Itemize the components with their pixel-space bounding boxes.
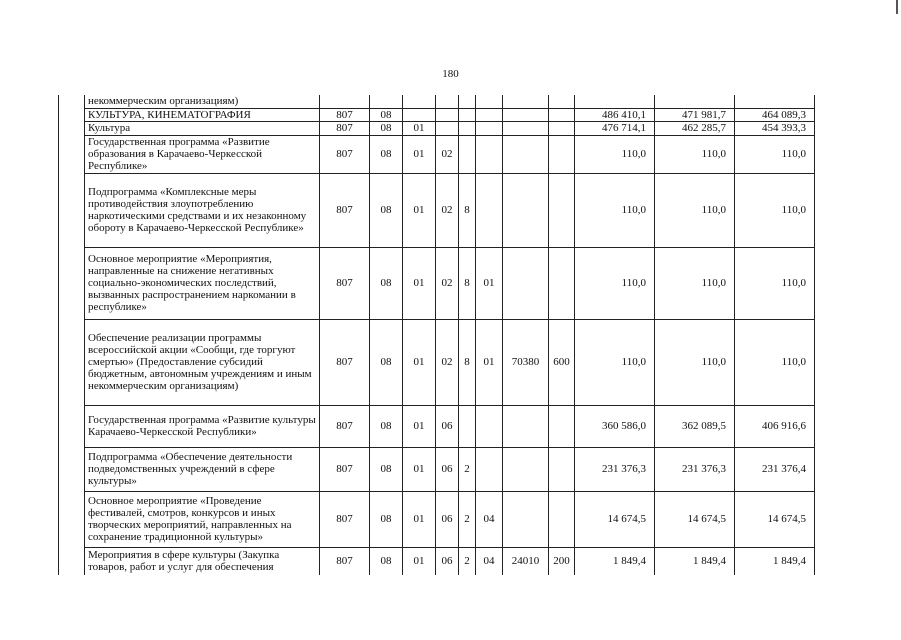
row-name-cell: Мероприятия в сфере культуры (Закупка товаров, работ и услуг для обеспечения bbox=[85, 547, 320, 575]
row-code-cell: 807 bbox=[320, 319, 370, 405]
table-row bbox=[59, 95, 815, 108]
table-row bbox=[59, 173, 815, 247]
row-margin-cell bbox=[59, 319, 85, 405]
row-amount-cell: 462 285,7 bbox=[655, 121, 735, 135]
row-name-cell: Подпрограмма «Комплексные меры противодействия злоупотреблению наркотическими средствами и их незаконному обороту в Карачаево-Черкесской Республике» bbox=[85, 173, 320, 247]
row-code-cell: 2 bbox=[459, 447, 476, 491]
row-amount-cell: 110,0 bbox=[575, 247, 655, 319]
row-code-cell bbox=[549, 173, 575, 247]
row-code-cell bbox=[436, 108, 459, 121]
scan-edge-mark bbox=[896, 0, 898, 14]
row-name-cell: Культура bbox=[85, 121, 320, 135]
row-name-cell: Основное мероприятие «Проведение фестивалей, смотров, конкурсов и иных творческих мероприятий, направленных на сохранение традиционной культуры» bbox=[85, 491, 320, 547]
row-amount-cell: 110,0 bbox=[735, 319, 815, 405]
row-code-cell bbox=[503, 135, 549, 173]
row-code-cell: 06 bbox=[436, 491, 459, 547]
row-code-cell: 08 bbox=[370, 173, 403, 247]
row-code-cell: 807 bbox=[320, 108, 370, 121]
row-code-cell: 04 bbox=[476, 547, 503, 575]
row-amount-cell: 406 916,6 bbox=[735, 405, 815, 447]
row-amount-cell bbox=[575, 95, 655, 108]
row-name-cell: Основное мероприятие «Мероприятия, направленные на снижение негативных социально-экономических последствий, вызванных распространением наркомании в республике» bbox=[85, 247, 320, 319]
row-code-cell: 807 bbox=[320, 447, 370, 491]
row-margin-cell bbox=[59, 547, 85, 575]
row-amount-cell: 110,0 bbox=[735, 173, 815, 247]
row-code-cell bbox=[549, 405, 575, 447]
table-row bbox=[59, 547, 815, 575]
row-amount-cell: 110,0 bbox=[655, 319, 735, 405]
row-code-cell bbox=[549, 108, 575, 121]
row-amount-cell: 14 674,5 bbox=[735, 491, 815, 547]
row-code-cell bbox=[503, 95, 549, 108]
row-amount-cell: 1 849,4 bbox=[575, 547, 655, 575]
row-code-cell: 06 bbox=[436, 447, 459, 491]
row-margin-cell bbox=[59, 405, 85, 447]
budget-table bbox=[58, 95, 815, 575]
table-row bbox=[59, 405, 815, 447]
row-code-cell: 8 bbox=[459, 247, 476, 319]
row-code-cell: 01 bbox=[403, 135, 436, 173]
budget-table-body bbox=[59, 95, 815, 575]
row-code-cell: 01 bbox=[403, 121, 436, 135]
row-code-cell: 06 bbox=[436, 547, 459, 575]
row-code-cell bbox=[549, 135, 575, 173]
row-code-cell bbox=[476, 121, 503, 135]
row-margin-cell bbox=[59, 108, 85, 121]
row-code-cell: 01 bbox=[403, 491, 436, 547]
row-code-cell: 807 bbox=[320, 135, 370, 173]
row-code-cell: 02 bbox=[436, 247, 459, 319]
row-code-cell: 200 bbox=[549, 547, 575, 575]
row-code-cell: 01 bbox=[403, 547, 436, 575]
row-code-cell bbox=[549, 247, 575, 319]
row-amount-cell: 231 376,3 bbox=[575, 447, 655, 491]
row-code-cell bbox=[549, 491, 575, 547]
row-amount-cell: 110,0 bbox=[575, 173, 655, 247]
row-code-cell bbox=[476, 447, 503, 491]
row-amount-cell: 110,0 bbox=[655, 247, 735, 319]
row-margin-cell bbox=[59, 447, 85, 491]
row-code-cell bbox=[459, 95, 476, 108]
row-code-cell: 02 bbox=[436, 135, 459, 173]
row-margin-cell bbox=[59, 121, 85, 135]
row-code-cell: 01 bbox=[476, 319, 503, 405]
row-margin-cell bbox=[59, 95, 85, 108]
table-row bbox=[59, 108, 815, 121]
row-code-cell bbox=[503, 173, 549, 247]
row-code-cell: 01 bbox=[403, 247, 436, 319]
row-code-cell: 807 bbox=[320, 547, 370, 575]
row-code-cell bbox=[459, 405, 476, 447]
table-row bbox=[59, 491, 815, 547]
row-code-cell: 02 bbox=[436, 173, 459, 247]
page-number: 180 bbox=[442, 68, 459, 80]
row-amount-cell: 231 376,4 bbox=[735, 447, 815, 491]
row-amount-cell: 486 410,1 bbox=[575, 108, 655, 121]
row-code-cell: 8 bbox=[459, 173, 476, 247]
row-amount-cell bbox=[655, 95, 735, 108]
row-code-cell: 08 bbox=[370, 108, 403, 121]
row-code-cell: 08 bbox=[370, 547, 403, 575]
row-code-cell: 2 bbox=[459, 547, 476, 575]
row-code-cell: 807 bbox=[320, 405, 370, 447]
row-code-cell: 08 bbox=[370, 405, 403, 447]
row-code-cell: 08 bbox=[370, 247, 403, 319]
row-code-cell: 01 bbox=[403, 319, 436, 405]
row-code-cell bbox=[476, 405, 503, 447]
row-margin-cell bbox=[59, 247, 85, 319]
row-code-cell bbox=[459, 135, 476, 173]
row-code-cell bbox=[476, 108, 503, 121]
row-code-cell bbox=[403, 108, 436, 121]
row-code-cell bbox=[459, 121, 476, 135]
row-code-cell bbox=[503, 108, 549, 121]
row-code-cell: 807 bbox=[320, 121, 370, 135]
row-name-cell: Государственная программа «Развитие образования в Карачаево-Черкесской Республике» bbox=[85, 135, 320, 173]
row-code-cell: 01 bbox=[403, 405, 436, 447]
row-amount-cell: 14 674,5 bbox=[575, 491, 655, 547]
row-code-cell bbox=[459, 108, 476, 121]
row-name-cell: некоммерческим организациям) bbox=[85, 95, 320, 108]
row-code-cell bbox=[503, 405, 549, 447]
row-code-cell: 01 bbox=[403, 447, 436, 491]
row-code-cell bbox=[476, 95, 503, 108]
row-margin-cell bbox=[59, 491, 85, 547]
row-name-cell: Подпрограмма «Обеспечение деятельности подведомственных учреждений в сфере культуры» bbox=[85, 447, 320, 491]
table-row bbox=[59, 121, 815, 135]
row-name-cell: Государственная программа «Развитие культуры Карачаево-Черкесской Республики» bbox=[85, 405, 320, 447]
row-code-cell bbox=[503, 247, 549, 319]
row-code-cell bbox=[436, 95, 459, 108]
row-code-cell bbox=[476, 173, 503, 247]
row-code-cell: 08 bbox=[370, 121, 403, 135]
row-code-cell: 08 bbox=[370, 491, 403, 547]
row-amount-cell: 1 849,4 bbox=[735, 547, 815, 575]
row-amount-cell: 476 714,1 bbox=[575, 121, 655, 135]
row-code-cell bbox=[403, 95, 436, 108]
row-code-cell bbox=[436, 121, 459, 135]
row-code-cell bbox=[503, 447, 549, 491]
row-code-cell: 01 bbox=[476, 247, 503, 319]
row-amount-cell: 14 674,5 bbox=[655, 491, 735, 547]
row-name-cell: КУЛЬТУРА, КИНЕМАТОГРАФИЯ bbox=[85, 108, 320, 121]
row-code-cell: 8 bbox=[459, 319, 476, 405]
row-code-cell: 08 bbox=[370, 447, 403, 491]
row-code-cell: 70380 bbox=[503, 319, 549, 405]
row-amount-cell: 110,0 bbox=[655, 173, 735, 247]
row-code-cell: 02 bbox=[436, 319, 459, 405]
row-code-cell bbox=[370, 95, 403, 108]
row-code-cell: 807 bbox=[320, 173, 370, 247]
row-code-cell: 08 bbox=[370, 319, 403, 405]
table-row bbox=[59, 319, 815, 405]
row-code-cell bbox=[320, 95, 370, 108]
table-row bbox=[59, 247, 815, 319]
row-code-cell bbox=[476, 135, 503, 173]
row-code-cell: 08 bbox=[370, 135, 403, 173]
row-amount-cell: 454 393,3 bbox=[735, 121, 815, 135]
row-code-cell: 24010 bbox=[503, 547, 549, 575]
row-margin-cell bbox=[59, 135, 85, 173]
row-code-cell bbox=[503, 121, 549, 135]
row-amount-cell: 471 981,7 bbox=[655, 108, 735, 121]
row-code-cell: 807 bbox=[320, 491, 370, 547]
table-row bbox=[59, 447, 815, 491]
table-row bbox=[59, 135, 815, 173]
row-code-cell: 600 bbox=[549, 319, 575, 405]
row-code-cell: 06 bbox=[436, 405, 459, 447]
row-amount-cell: 110,0 bbox=[655, 135, 735, 173]
row-amount-cell: 231 376,3 bbox=[655, 447, 735, 491]
row-amount-cell: 464 089,3 bbox=[735, 108, 815, 121]
row-amount-cell: 1 849,4 bbox=[655, 547, 735, 575]
row-code-cell bbox=[503, 491, 549, 547]
row-amount-cell bbox=[735, 95, 815, 108]
row-amount-cell: 110,0 bbox=[735, 135, 815, 173]
row-code-cell: 04 bbox=[476, 491, 503, 547]
row-amount-cell: 360 586,0 bbox=[575, 405, 655, 447]
row-code-cell: 807 bbox=[320, 247, 370, 319]
row-code-cell: 01 bbox=[403, 173, 436, 247]
row-amount-cell: 110,0 bbox=[575, 319, 655, 405]
row-margin-cell bbox=[59, 173, 85, 247]
row-code-cell bbox=[549, 95, 575, 108]
row-code-cell bbox=[549, 121, 575, 135]
row-code-cell: 2 bbox=[459, 491, 476, 547]
row-amount-cell: 362 089,5 bbox=[655, 405, 735, 447]
row-code-cell bbox=[549, 447, 575, 491]
row-name-cell: Обеспечение реализации программы всероссийской акции «Сообщи, где торгуют смертью» (Предоставление субсидий бюджетным, автономным учреждениям и иным некоммерческим организациям) bbox=[85, 319, 320, 405]
row-amount-cell: 110,0 bbox=[735, 247, 815, 319]
row-amount-cell: 110,0 bbox=[575, 135, 655, 173]
